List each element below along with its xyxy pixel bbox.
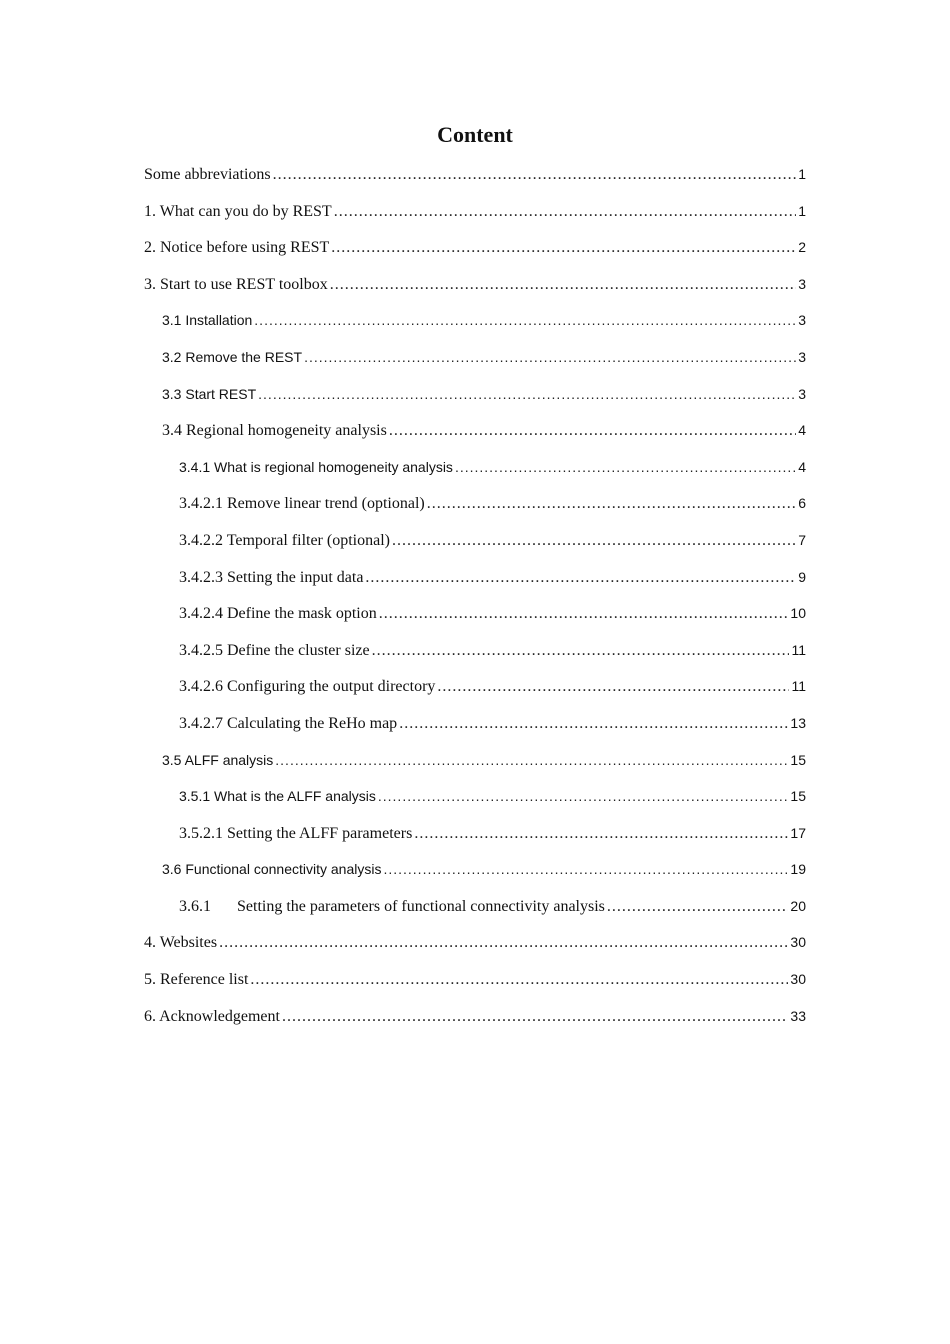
toc-leader-dots (378, 788, 789, 804)
toc-page-number: 20 (790, 897, 806, 914)
toc-entry[interactable] (144, 459, 806, 496)
toc-page-number: 3 (798, 312, 806, 329)
toc-entry-text: 3.4.1 What is regional homogeneity analysis (179, 458, 453, 475)
toc-entry-text: 3.5.2.1 Setting the ALFF parameters (179, 824, 413, 842)
toc-entry-text: 5. Reference list (144, 971, 249, 989)
toc-page-number: 17 (790, 824, 806, 841)
toc-page-number: 33 (790, 1007, 806, 1024)
toc-entry-text: 3.4.2.7 Calculating the ReHo map (179, 714, 398, 732)
table-of-contents (144, 166, 806, 1044)
toc-leader-dots (607, 898, 789, 916)
toc-leader-dots (399, 715, 788, 733)
toc-entry[interactable] (144, 642, 806, 679)
toc-entry-text: 3.4.2.4 Define the mask option (179, 605, 377, 623)
toc-entry[interactable] (144, 934, 806, 971)
toc-leader-dots (304, 349, 796, 365)
toc-page-number: 11 (791, 678, 806, 695)
toc-leader-dots (331, 239, 796, 257)
toc-entry[interactable] (144, 312, 806, 349)
toc-entry[interactable] (144, 349, 806, 386)
toc-entry[interactable] (144, 898, 806, 935)
toc-page-number: 6 (798, 495, 806, 512)
toc-entry-text: 3.6 Functional connectivity analysis (162, 861, 382, 878)
toc-entry-text: 3.5 ALFF analysis (162, 751, 274, 768)
toc-entry-text: 3.4.2.6 Configuring the output directory (179, 678, 436, 696)
toc-leader-dots (455, 459, 796, 475)
toc-entry[interactable] (144, 861, 806, 898)
toc-page-number: 11 (791, 641, 806, 658)
toc-page-number: 7 (798, 531, 806, 548)
toc-leader-dots (414, 825, 788, 843)
toc-page-number: 15 (790, 751, 806, 768)
toc-leader-dots (258, 386, 796, 402)
toc-leader-dots (372, 642, 790, 660)
toc-page-number: 3 (798, 348, 806, 365)
toc-entry[interactable] (144, 678, 806, 715)
toc-entry-title: Setting the parameters of functional connectivity analysis (237, 897, 605, 915)
toc-entry[interactable] (144, 495, 806, 532)
toc-leader-dots (365, 569, 796, 587)
toc-leader-dots (383, 861, 788, 877)
toc-entry-text: 3.1 Installation (162, 312, 253, 329)
toc-page-number: 19 (790, 861, 806, 878)
toc-leader-dots (219, 934, 788, 952)
toc-entry[interactable] (144, 569, 806, 606)
toc-leader-dots (427, 495, 796, 513)
toc-entry-text: 3.4.2.1 Remove linear trend (optional) (179, 495, 425, 513)
toc-entry[interactable] (144, 605, 806, 642)
toc-entry-text: Some abbreviations (144, 166, 271, 183)
toc-page-number: 1 (798, 166, 806, 182)
toc-entry-text: 3.4.2.3 Setting the input data (179, 568, 364, 586)
toc-entry-text: 3.4.2.2 Temporal filter (optional) (179, 531, 390, 549)
toc-leader-dots (389, 422, 796, 440)
toc-entry[interactable] (144, 166, 806, 203)
toc-leader-dots (334, 203, 797, 221)
toc-leader-dots (275, 752, 788, 768)
toc-page-number: 4 (798, 422, 806, 439)
toc-entry-text: 6. Acknowledgement (144, 1007, 280, 1025)
toc-leader-dots (250, 971, 788, 989)
toc-entry[interactable] (144, 203, 806, 240)
toc-title: Content (437, 122, 513, 147)
toc-entry[interactable] (144, 276, 806, 313)
toc-leader-dots (437, 678, 789, 696)
toc-page-number: 9 (798, 568, 806, 585)
toc-page-number: 15 (790, 788, 806, 805)
toc-leader-dots (254, 312, 796, 328)
toc-entry[interactable] (144, 788, 806, 825)
toc-entry[interactable] (144, 825, 806, 862)
toc-page-number: 3 (798, 385, 806, 402)
toc-entry-text: 3.5.1 What is the ALFF analysis (179, 788, 376, 805)
toc-entry[interactable] (144, 752, 806, 789)
toc-page-number: 30 (790, 934, 806, 951)
toc-entry-text: 2. Notice before using REST (144, 239, 330, 257)
toc-page-number: 13 (790, 714, 806, 731)
toc-leader-dots (330, 276, 796, 294)
toc-entry-text: 1. What can you do by REST (144, 202, 332, 220)
toc-leader-dots (379, 605, 789, 623)
toc-entry[interactable] (144, 532, 806, 569)
toc-entry-text: 3.2 Remove the REST (162, 348, 303, 365)
toc-page-number: 1 (798, 202, 806, 219)
toc-entry[interactable] (144, 971, 806, 1008)
toc-entry[interactable] (144, 715, 806, 752)
toc-entry-text: 3.3 Start REST (162, 385, 257, 402)
toc-entry-text: 3. Start to use REST toolbox (144, 275, 328, 293)
toc-entry-text: 3.4 Regional homogeneity analysis (162, 422, 387, 440)
toc-entry-text (179, 898, 605, 916)
toc-entry[interactable] (144, 1008, 806, 1045)
toc-leader-dots (392, 532, 796, 550)
toc-page-number: 2 (798, 239, 806, 256)
toc-page-number: 3 (798, 275, 806, 292)
toc-page-number: 30 (790, 971, 806, 988)
toc-entry-text: 3.4.2.5 Define the cluster size (179, 641, 370, 659)
toc-leader-dots (273, 166, 797, 184)
toc-entry-text: 4. Websites (144, 934, 218, 952)
toc-entry-number: 3.6.1 (179, 897, 211, 915)
toc-entry[interactable] (144, 239, 806, 276)
toc-entry[interactable] (144, 386, 806, 423)
toc-page-number: 10 (790, 605, 806, 622)
toc-page-number: 4 (798, 458, 806, 475)
toc-leader-dots (282, 1008, 788, 1026)
toc-entry[interactable] (144, 422, 806, 459)
